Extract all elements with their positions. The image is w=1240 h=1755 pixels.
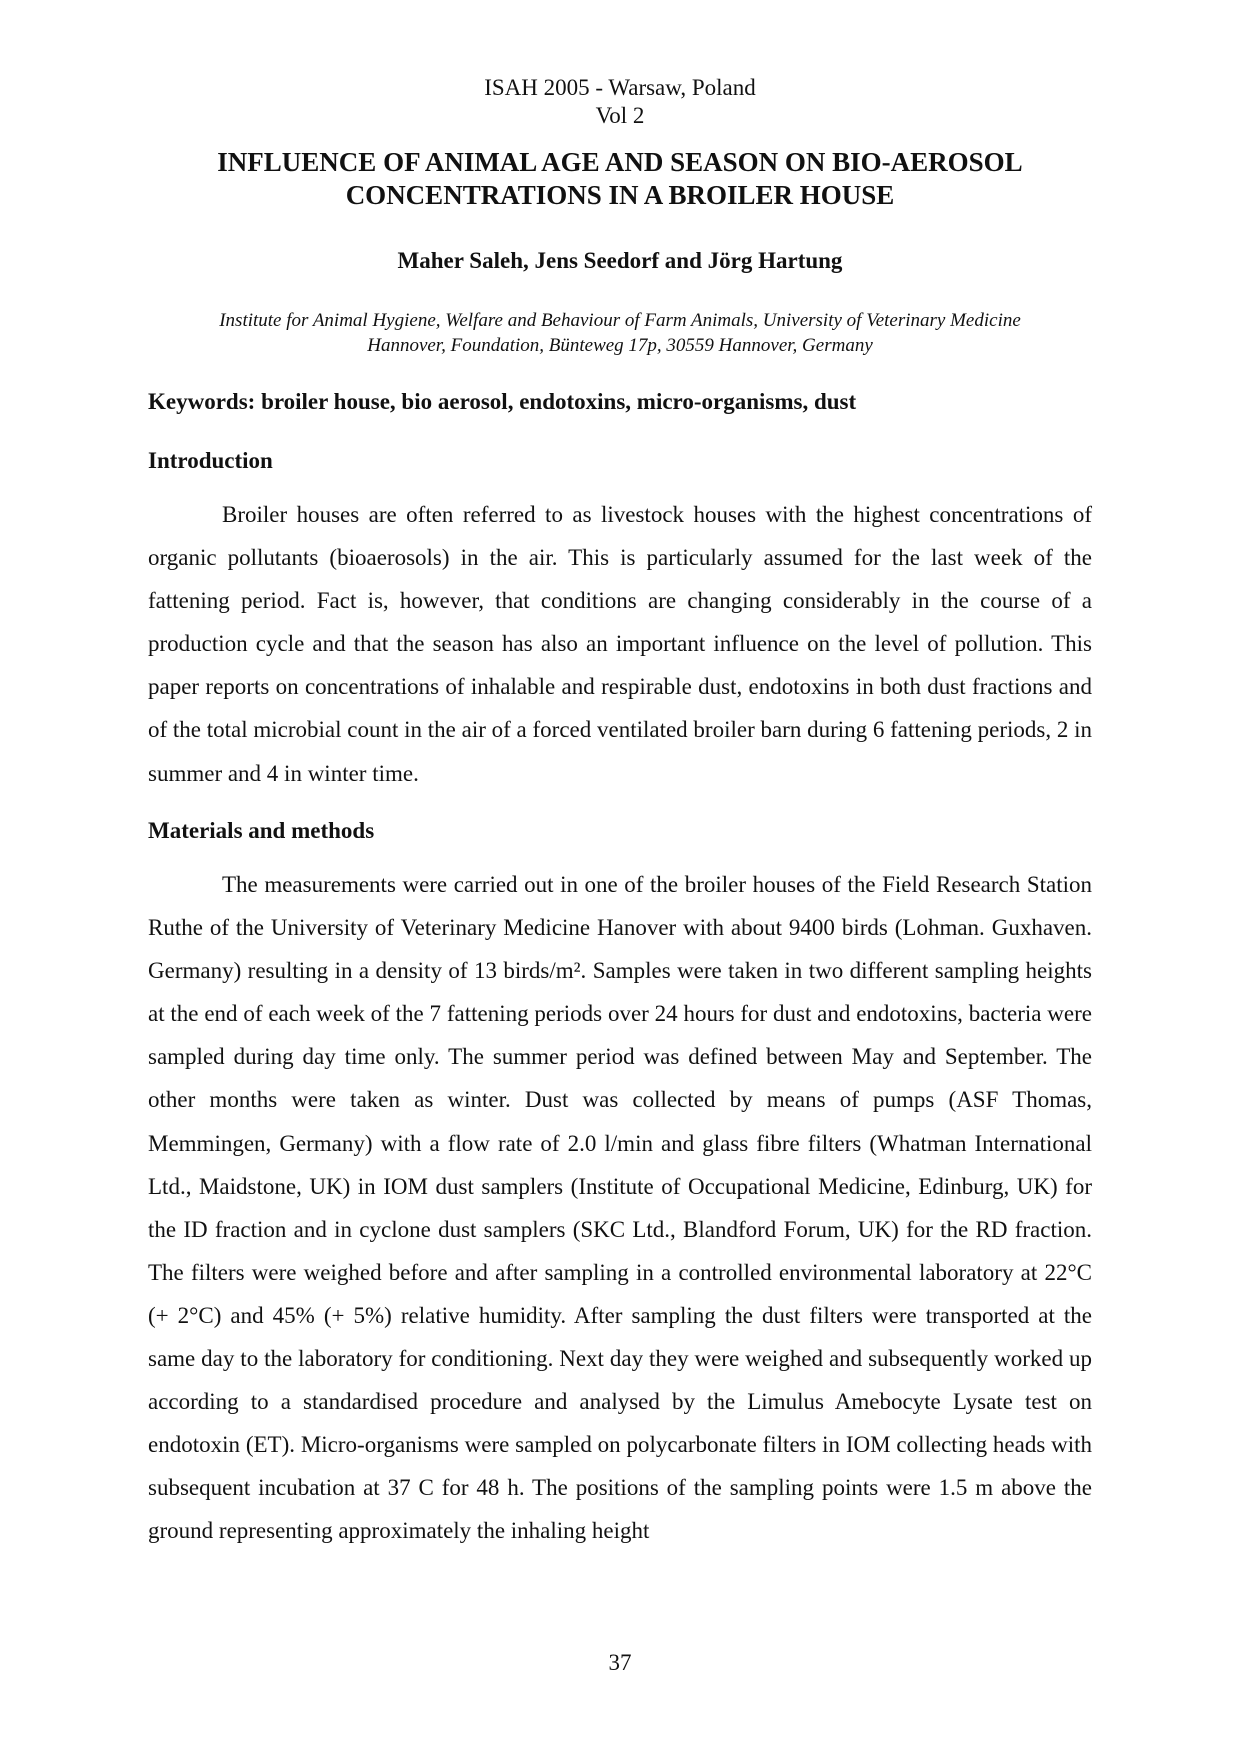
paper-title <box>120 146 1120 212</box>
affiliation-line-1: Institute for Animal Hygiene, Welfare and Behaviour of Farm Animals, University of Veterinary Medicine <box>219 310 1021 331</box>
keywords: Keywords: broiler house, bio aerosol, endotoxins, micro-organisms, dust <box>148 389 857 414</box>
title-line-1: INFLUENCE OF ANIMAL AGE AND SEASON ON BIO-AEROSOL <box>217 147 1023 177</box>
volume-header: Vol 2 <box>595 103 645 128</box>
section-heading-introduction: Introduction <box>148 448 273 473</box>
section-heading-methods: Materials and methods <box>148 818 375 843</box>
affiliation <box>150 308 1090 358</box>
conference-header: ISAH 2005 - Warsaw, Poland <box>484 75 756 100</box>
methods-paragraph: The measurements were carried out in one of the broiler houses of the Field Research Station Ruthe of the University of Veterinary Medicine Hanover with about 9400 birds (Lohman. Guxhaven. Germany) resulting in a density of 13 birds/m². Samples were taken in two different sampling heights at the end of each week of the 7 fattening periods over 24 hours for dust and endotoxins, bacteria were sampled during day time only. The summer period was defined between May and September. The other months were taken as winter. Dust was collected by means of pumps (ASF Thomas, Memmingen, Germany) with a flow rate of 2.0 l/min and glass fibre filters (Whatman International Ltd., Maidstone, UK) in IOM dust samplers (Institute of Occupational Medicine, Edinburg, UK) for the ID fraction and in cyclone dust samplers (SKC Ltd., Blandford Forum, UK) for the RD fraction. The filters were weighed before and after sampling in a controlled environmental laboratory at 22°C (+ 2°C) and 45% (+ 5%) relative humidity. After sampling the dust filters were transported at the same day to the laboratory for conditioning. Next day they were weighed and subsequently worked up according to a standardised procedure and analysed by the Limulus Amebocyte Lysate test on endotoxin (ET). Micro-organisms were sampled on polycarbonate filters in IOM collecting heads with subsequent incubation at 37 C for 48 h. The positions of the sampling points were 1.5 m above the ground representing approximately the inhaling height <box>148 872 1092 1544</box>
title-line-2: CONCENTRATIONS IN A BROILER HOUSE <box>345 180 895 210</box>
authors: Maher Saleh, Jens Seedorf and Jörg Hartung <box>397 248 843 273</box>
page-number: 37 <box>608 1650 632 1675</box>
affiliation-line-2: Hannover, Foundation, Bünteweg 17p, 30559 Hannover, Germany <box>367 335 873 356</box>
introduction-paragraph: Broiler houses are often referred to as livestock houses with the highest concentrations of organic pollutants (bioaerosols) in the air. This is particularly assumed for the last week of the fattening period. Fact is, however, that conditions are changing considerably in the course of a production cycle and that the season has also an important influence on the level of pollution. This paper reports on concentrations of inhalable and respirable dust, endotoxins in both dust fractions and of the total microbial count in the air of a forced ventilated broiler barn during 6 fattening periods, 2 in summer and 4 in winter time. <box>148 502 1092 786</box>
